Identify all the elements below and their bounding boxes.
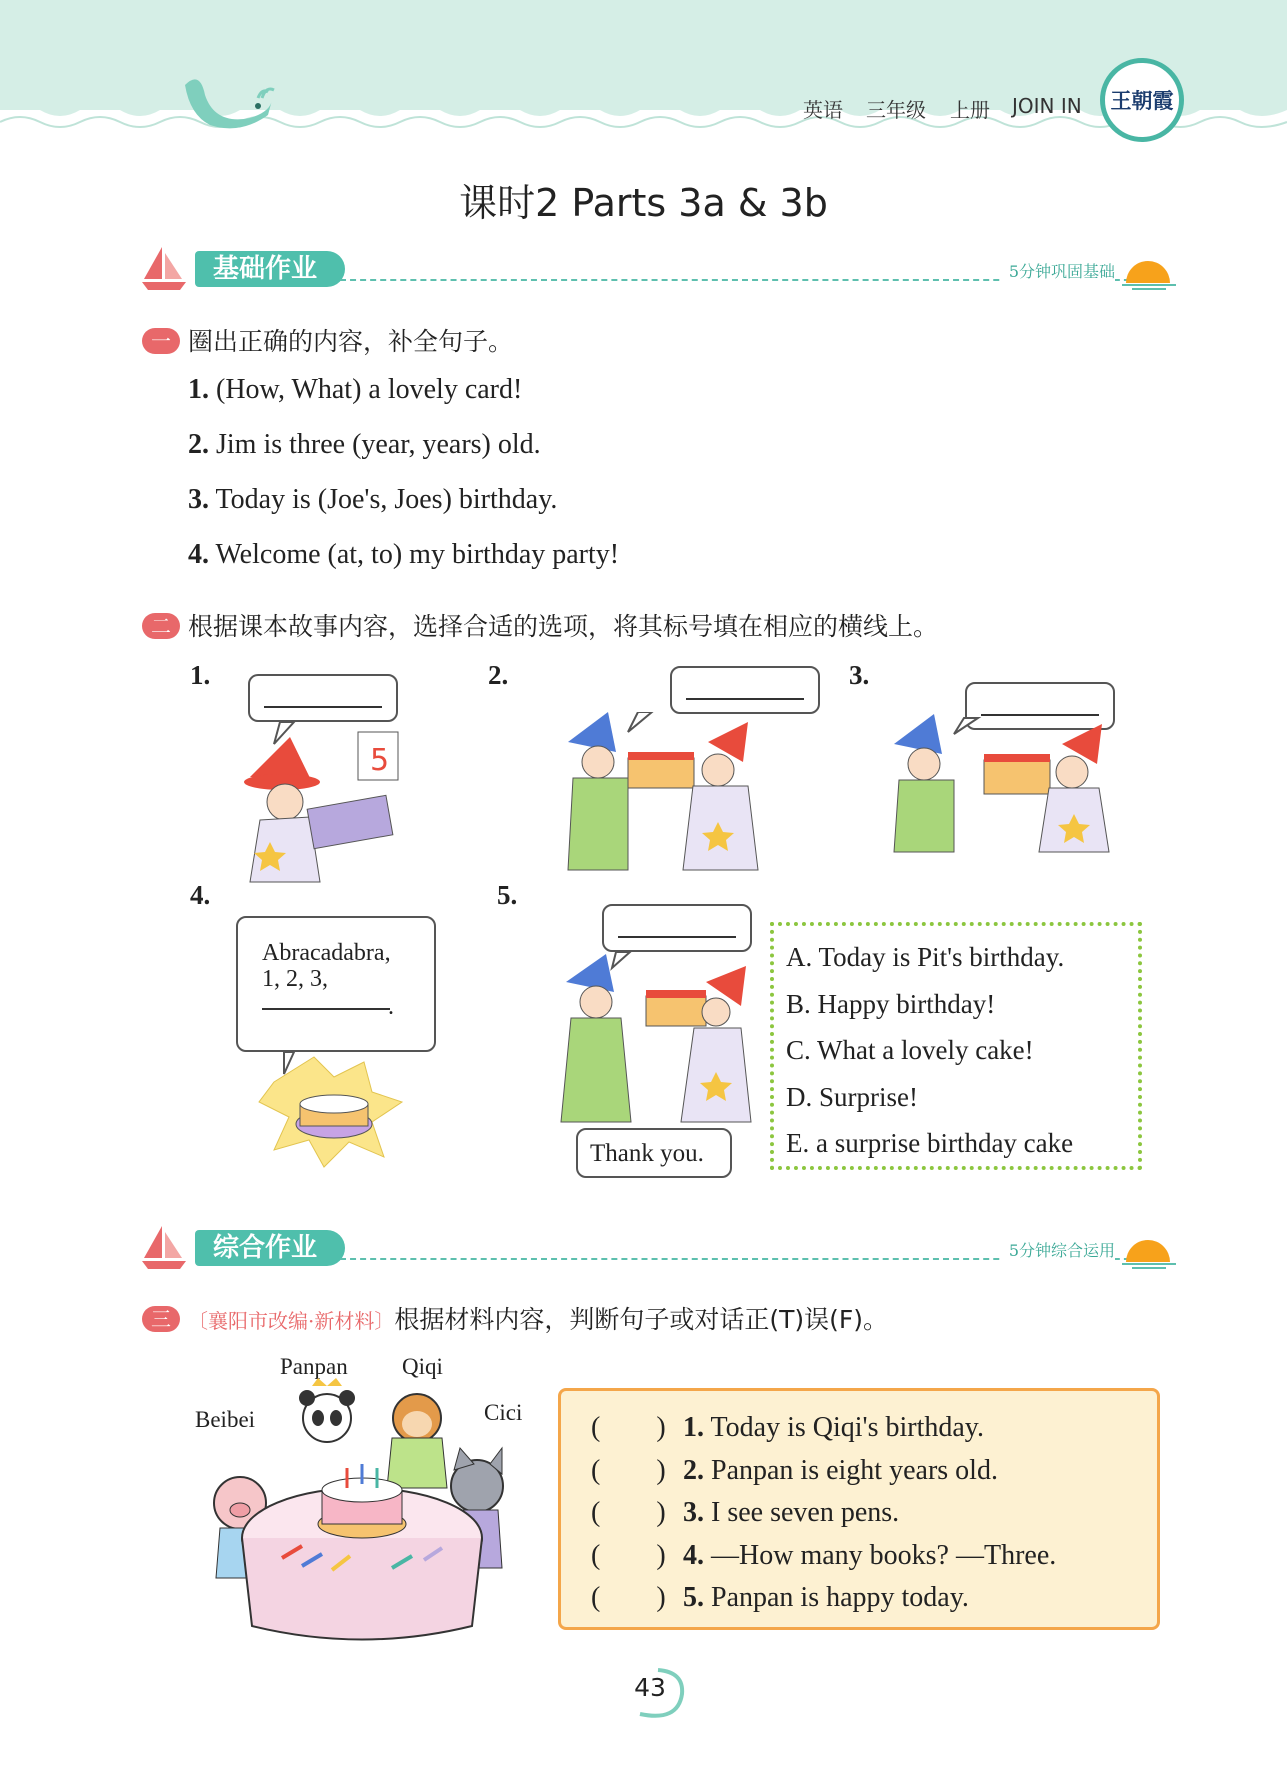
answer-blank[interactable] — [686, 698, 804, 700]
panel-2-number: 2. — [488, 660, 509, 690]
tf-statement-row: ( ) 3. I see seven pens. — [591, 1492, 1157, 1535]
sunset-icon — [1120, 1234, 1178, 1270]
answer-blank[interactable] — [262, 1008, 390, 1010]
illustration-wizards-cake — [558, 712, 778, 872]
speech-bubble-1 — [248, 674, 398, 722]
panel-3-number: 3. — [849, 660, 870, 690]
brand-name: 王朝霞 — [1110, 88, 1174, 113]
answer-blank[interactable] — [264, 706, 382, 708]
question-number-badge: 二 — [142, 613, 180, 639]
lesson-title: 课时2 Parts 3a & 3b — [459, 181, 828, 225]
question-1-heading — [142, 322, 513, 358]
option-a: A. Today is Pit's birthday. — [786, 942, 1065, 972]
panel-4-number: 4. — [190, 880, 211, 910]
section-label: 基础作业 — [195, 251, 345, 287]
option-e: E. a surprise birthday cake — [786, 1128, 1074, 1158]
tf-statement-row: ( ) 1. Today is Qiqi's birthday. — [591, 1407, 1157, 1450]
illustration-wizards-thanks — [556, 952, 756, 1132]
true-false-box — [558, 1388, 1160, 1630]
tf-statement-row: ( ) 5. Panpan is happy today. — [591, 1577, 1157, 1620]
panel-5-number: 5. — [497, 880, 518, 910]
q1-item-2: 2. Jim is three (year, years) old. — [188, 429, 541, 460]
q1-item-1: 1. (How, What) a lovely card! — [188, 374, 523, 405]
svg-text:5: 5 — [370, 743, 390, 778]
section-label: 综合作业 — [195, 1230, 345, 1266]
illustration-wizard-cards — [240, 722, 420, 892]
illustration-magic-cake — [254, 1052, 404, 1172]
header-edition: JOIN IN — [1012, 94, 1082, 118]
spell-text-line-1: Abracadabra, — [262, 940, 391, 966]
header-subject: 英语 — [803, 98, 843, 122]
sunset-icon — [1120, 255, 1178, 291]
character-name-beibei: Beibei — [195, 1407, 256, 1432]
q1-item-4: 4. Welcome (at, to) my birthday party! — [188, 539, 620, 570]
section-banner-basic — [140, 245, 1180, 295]
section-time-tag: 5分钟综合运用 — [1003, 1238, 1115, 1261]
section-banner-comprehensive — [140, 1224, 1180, 1274]
tf-statement-row: ( ) 4. —How many books? —Three. — [591, 1535, 1157, 1578]
illustration-wizards-surprise — [884, 714, 1124, 854]
question-3-heading — [142, 1300, 888, 1336]
question-instruction: 圈出正确的内容，补全句子。 — [188, 327, 514, 356]
tf-answer-blank[interactable]: ( ) — [591, 1539, 666, 1571]
illustration-birthday-party — [192, 1378, 542, 1646]
q1-item-3: 3. Today is (Joe's, Joes) birthday. — [188, 484, 558, 515]
option-c: C. What a lovely cake! — [786, 1035, 1034, 1065]
reply-bubble — [576, 1128, 732, 1178]
tf-answer-blank[interactable]: ( ) — [591, 1454, 666, 1486]
option-b: B. Happy birthday! — [786, 988, 996, 1019]
sailboat-icon — [140, 1224, 190, 1272]
header-wave-background — [0, 0, 1287, 150]
tf-answer-blank[interactable]: ( ) — [591, 1582, 666, 1613]
question-number-badge: 三 — [142, 1306, 180, 1332]
brand-logo — [1100, 58, 1184, 142]
page-header — [0, 0, 1287, 150]
question-instruction: 根据课本故事内容，选择合适的选项，将其标号填在相应的横线上。 — [188, 612, 939, 641]
question-number-badge: 一 — [142, 328, 180, 354]
page-number: 43 — [634, 1673, 666, 1702]
option-d: D. Surprise! — [786, 1081, 918, 1112]
question-2-heading — [142, 607, 938, 643]
sailboat-icon — [140, 245, 190, 293]
answer-options-box — [770, 922, 1142, 1170]
blank-period: . — [388, 994, 394, 1020]
question-instruction: 根据材料内容，判断句子或对话正(T)误(F)。 — [394, 1305, 889, 1334]
character-name-panpan: Panpan — [280, 1354, 348, 1379]
spell-text-line-2: 1, 2, 3, — [262, 966, 328, 992]
tf-answer-blank[interactable]: ( ) — [591, 1412, 666, 1443]
answer-blank[interactable] — [618, 936, 736, 938]
speech-bubble-4 — [236, 916, 436, 1052]
panel-1-number: 1. — [190, 660, 211, 690]
section-time-tag: 5分钟巩固基础 — [1003, 259, 1115, 282]
header-volume: 上册 — [950, 98, 990, 122]
header-grade: 三年级 — [866, 98, 926, 122]
character-name-qiqi: Qiqi — [402, 1354, 443, 1379]
character-name-cici: Cici — [484, 1400, 523, 1425]
reply-text: Thank you. — [590, 1140, 704, 1167]
speech-bubble-2 — [670, 666, 820, 714]
tf-statement-row: ( ) 2. Panpan is eight years old. — [591, 1450, 1157, 1493]
tf-answer-blank[interactable]: ( ) — [591, 1497, 666, 1528]
question-source: 〔襄阳市改编·新材料〕 — [188, 1309, 395, 1333]
speech-bubble-5 — [602, 904, 752, 952]
